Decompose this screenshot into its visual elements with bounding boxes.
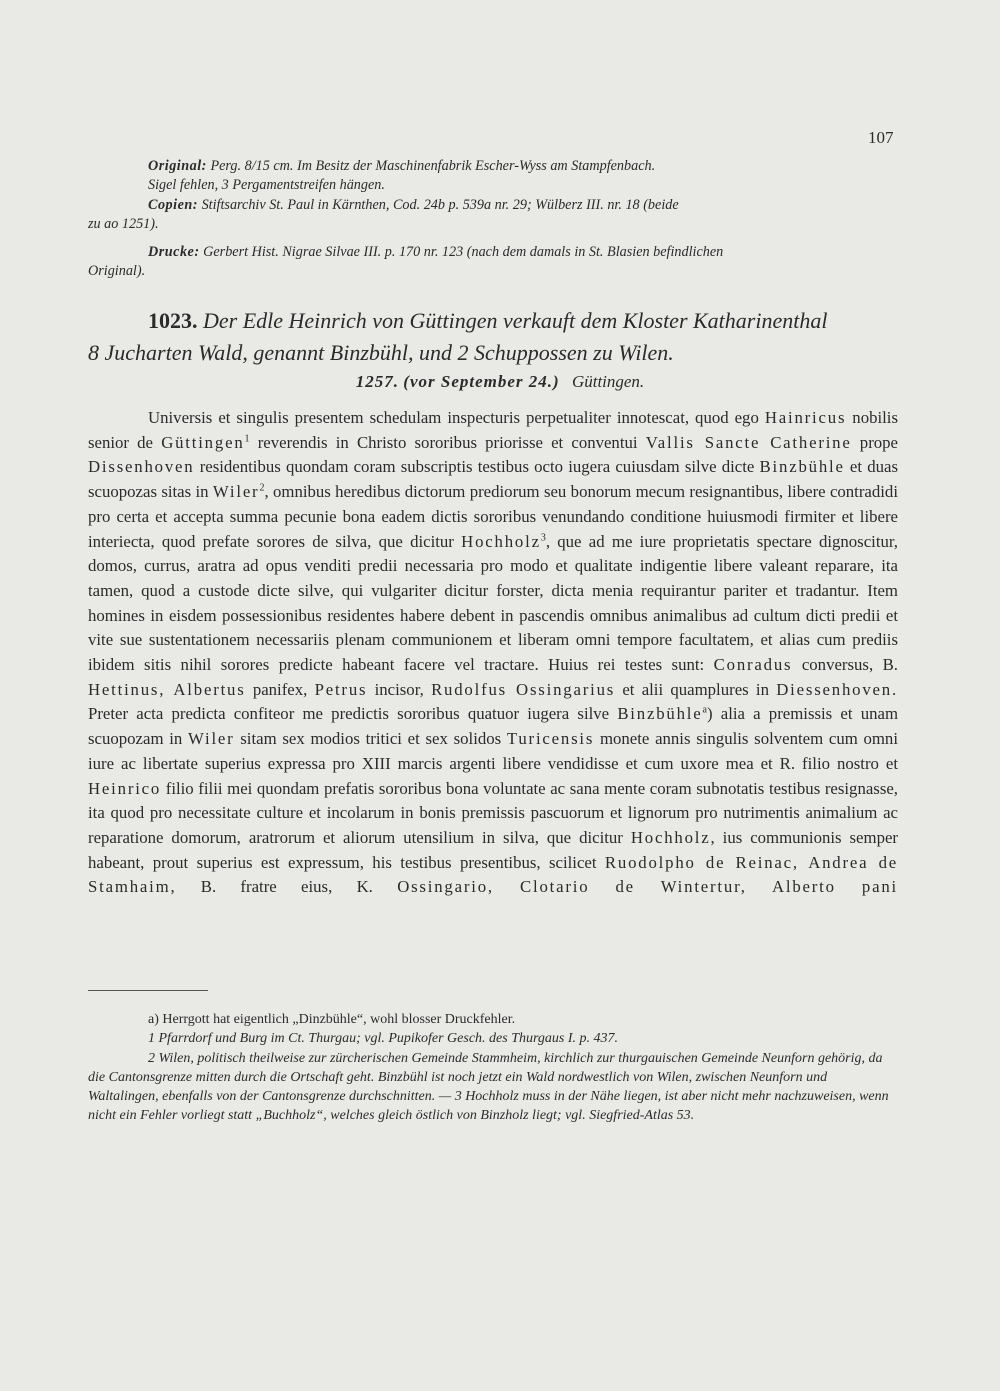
original-text-2: Sigel fehlen, 3 Pergamentstreifen hängen. xyxy=(148,177,385,194)
original-text: Perg. 8/15 cm. Im Besitz der Maschinenfabrik Escher-Wyss am Stampfenbach. xyxy=(210,158,656,174)
copies-label: Copien: xyxy=(148,197,199,213)
footnote-divider xyxy=(88,990,208,991)
footnote-2: 2 Wilen, politisch theilweise zur zürcherischen Gemeinde Stammheim, kirchlich zur thurgauischen Gemeinde Neunforn gehörig, da die Cantonsgrenze mitten durch die Ortschaft geht. Binzbühl ist noch jetzt ein Wald nordwestlich von Wilen, zwischen Neunforn und Waltalingen, ebenfalls von der Cantonsgrenze durchschnitten. — 3 Hochholz muss in der Nähe liegen, ist aber nicht mehr nachzuweisen, wenn nicht ein Fehler vorliegt statt „Buchholz“, welches gleich östlich von Binzholz liegt; vgl. Siegfried-Atlas 53. xyxy=(88,1050,889,1124)
title-line-1: Der Edle Heinrich von Güttingen verkauft dem Kloster Katharinenthal xyxy=(203,308,828,333)
title-line-2: 8 Jucharten Wald, genannt Binzbühl, und 2 Schuppossen zu Wilen. xyxy=(88,340,674,365)
document-heading xyxy=(88,305,903,369)
date-when: (vor September 24.) xyxy=(403,372,560,391)
source-copies xyxy=(88,196,898,234)
dateline xyxy=(0,372,1000,392)
prints-label: Drucke: xyxy=(148,244,200,260)
date-year: 1257. xyxy=(355,372,400,391)
charter-text xyxy=(88,406,898,900)
prints-text: Gerbert Hist. Nigrae Silvae III. p. 170 nr. 123 (nach dem damals in St. Blasien befindlichen xyxy=(203,244,724,260)
copies-text-2: zu ao 1251). xyxy=(88,216,159,233)
source-prints xyxy=(88,243,898,281)
original-label: Original: xyxy=(148,158,207,174)
footnotes xyxy=(88,1010,900,1126)
footnote-a: a) Herrgott hat eigentlich „Dinzbühle“, wohl blosser Druckfehler. xyxy=(148,1012,516,1027)
footnote-1: 1 Pfarrdorf und Burg im Ct. Thurgau; vgl. Pupikofer Gesch. des Thurgaus I. p. 437. xyxy=(148,1031,619,1047)
source-original xyxy=(88,157,898,195)
page-number: 107 xyxy=(868,128,894,147)
prints-text-2: Original). xyxy=(88,263,146,280)
document-number: 1023. xyxy=(148,308,198,333)
copies-text: Stiftsarchiv St. Paul in Kärnthen, Cod. 24b p. 539a nr. 29; Wülberz III. nr. 18 (beide xyxy=(201,197,679,213)
charter-paragraph: Universis et singulis presentem schedulam inspecturis perpetualiter innotescat, quod ego Hainricus nobilis senior de Güttingen$^1$ reverendis in Christo sororibus priorisse et conventui Vallis Sancte Catherine prope Dissenhoven residentibus quondam coram subscriptis testibus octo iugera cuiusdam silve dicte Binzbühle et duas scuopozas sitas in Wiler$^2$, omnibus heredibus dictorum prediorum seu bonorum mecum resignantibus, libere contradidi pro certa et accepta summa pecunie bona eadem dictis sororibus venundando conditione huiusmodi firmiter et libere interiecta, quod prefate sorores de silva, que dicitur Hochholz$^3$, que ad me iure proprietatis spectare dignoscitur, domos, currus, aratra ad opus venditi predii necessaria pro modo et qualitate indigentie libere valeant reparare, ita tamen, quod a custode dicte silve, qui vulgariter dicitur forster, dicta menia requirantur pariter et tradantur. Item homines in eisdem possessionibus residentes habere debent in pascendis omnibus animalibus ad cultum dicti predii et vite sue sustentationem necessariis plenam communionem et liberam omni tempore facultatem, et alias cum prediis ibidem sitis nihil sorores predicte habeant facere vel tractare. Huius rei testes sunt: Conradus conversus, B. Hettinus, Albertus panifex, Petrus incisor, Rudolfus Ossingarius et alii quamplures in Diessenhoven. Preter acta predicta confiteor me predictis sororibus quatuor iugera silve Binzbühle$^a$) alia a premissis et unam scuopozam in Wiler sitam sex modios tritici et sex solidos Turicensis monete annis singulis solventem cum omni iure ac libertate superius expressa pro XIII marcis argenti libere vendidisse et cum uxore mea et R. filio nostro et Heinrico filio filii mei quondam prefatis sororibus bona voluntate ac sana mente coram subnotatis testibus resignasse, ita quod pro necessitate culture et incolarum in bonis premissis pascuorum et lignorum pro nutrimentis animalium ac reparatione domorum, aratrorum et aliorum utensilium in silva, que dicitur Hochholz, ius communionis semper habeant, prout superius est expressum, his testibus presentibus, scilicet Ruodolpho de Reinac, Andrea de Stamhaim, B. fratre eius, K. Ossingario, Clotario de Wintertur, Alberto pani xyxy=(88,408,899,897)
date-place: Güttingen. xyxy=(571,372,645,391)
